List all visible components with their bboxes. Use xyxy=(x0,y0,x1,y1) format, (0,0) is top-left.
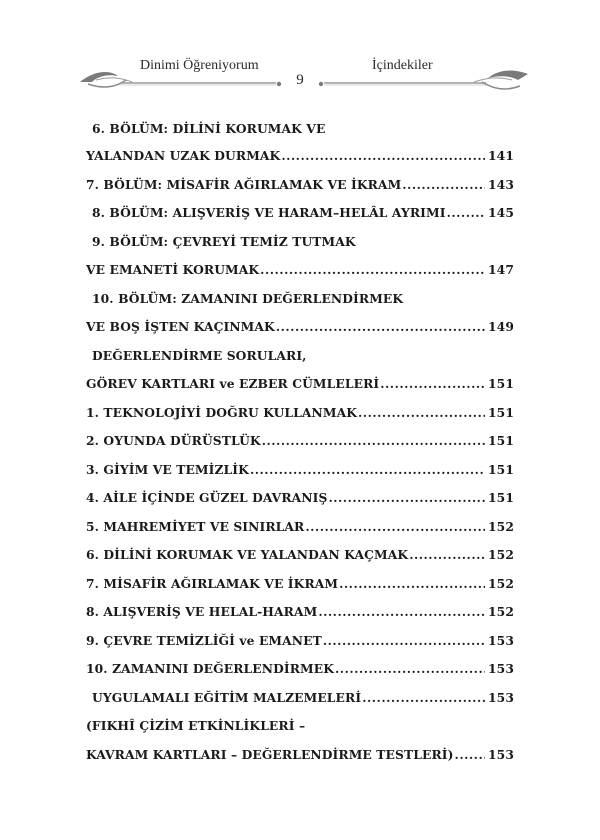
page-number: 9 xyxy=(296,72,304,88)
dot-leader xyxy=(250,461,485,479)
toc-entry-page: 152 xyxy=(488,547,514,562)
toc-entry-title: UYGULAMALI EĞİTİM MALZEMELERİ xyxy=(92,690,362,705)
toc-entry-page: 152 xyxy=(488,519,514,534)
toc-entry-page: 141 xyxy=(488,148,514,163)
toc-entry xyxy=(86,603,514,621)
toc-entry xyxy=(86,518,514,536)
dot-leader xyxy=(335,660,485,678)
toc-entry xyxy=(86,575,514,593)
toc-entry-title: YALANDAN UZAK DURMAK xyxy=(86,148,281,163)
toc-entry xyxy=(86,717,514,735)
dot-leader xyxy=(447,204,485,222)
dot-leader xyxy=(318,603,485,621)
toc-entry-page: 152 xyxy=(488,604,514,619)
toc-entry-page: 151 xyxy=(488,490,514,505)
toc-entry-title: 4. AİLE İÇİNDE GÜZEL DAVRANIŞ xyxy=(86,490,328,505)
toc-entry-title: 10. ZAMANINI DEĞERLENDİRMEK xyxy=(86,661,335,676)
toc-entry-title: 7. MİSAFİR AĞIRLAMAK VE İKRAM xyxy=(86,576,339,591)
toc-entry xyxy=(92,233,520,251)
toc-entry-title: 3. GİYİM VE TEMİZLİK xyxy=(86,462,249,477)
toc-entry-page: 153 xyxy=(488,690,514,705)
dot-leader xyxy=(281,147,485,165)
toc-entry-title: 9. BÖLÜM: ÇEVREYİ TEMİZ TUTMAK xyxy=(92,234,356,249)
dot-leader xyxy=(358,404,485,422)
toc-entry xyxy=(86,746,514,764)
dot-leader xyxy=(323,632,485,650)
dot-leader xyxy=(455,746,485,764)
toc-entry-page: 145 xyxy=(488,205,514,220)
toc-entry-title: 2. OYUNDA DÜRÜSTLÜK xyxy=(86,433,261,448)
toc-entry xyxy=(86,660,514,678)
toc-entry-title: GÖREV KARTLARI ve EZBER CÜMLELERİ xyxy=(86,376,380,391)
toc-entry xyxy=(86,147,514,165)
toc-entry xyxy=(92,689,514,707)
toc-entry-title: 9. ÇEVRE TEMİZLİĞİ ve EMANET xyxy=(86,633,322,648)
toc-entry-page: 151 xyxy=(488,433,514,448)
toc-entry xyxy=(86,176,514,194)
toc-entry xyxy=(86,318,514,336)
dot-leader xyxy=(262,432,485,450)
toc-entry xyxy=(86,432,514,450)
toc-entry xyxy=(86,632,514,650)
toc-entry-title: 6. DİLİNİ KORUMAK VE YALANDAN KAÇMAK xyxy=(86,547,409,562)
toc-entry-page: 151 xyxy=(488,405,514,420)
toc-entry-page: 153 xyxy=(488,747,514,762)
dot-leader xyxy=(339,575,485,593)
toc-entry xyxy=(92,290,520,308)
toc-entry-title: DEĞERLENDİRME SORULARI, xyxy=(92,348,307,363)
toc-entry-page: 143 xyxy=(488,177,514,192)
toc-entry xyxy=(86,404,514,422)
dot-leader xyxy=(402,176,485,194)
toc-entry-title: KAVRAM KARTLARI – DEĞERLENDİRME TESTLERİ) xyxy=(86,747,454,762)
dot-leader xyxy=(305,518,485,536)
toc-entry-title: VE EMANETİ KORUMAK xyxy=(86,262,260,277)
toc-entry xyxy=(92,120,520,138)
toc-entry-page: 147 xyxy=(488,262,514,277)
toc-entry-title: 8. BÖLÜM: ALIŞVERİŞ VE HARAM–HELÂL AYRIMI xyxy=(92,205,446,220)
toc-entry xyxy=(86,461,514,479)
toc-entry-page: 151 xyxy=(488,462,514,477)
toc-entry-title: VE BOŞ İŞTEN KAÇINMAK xyxy=(86,319,275,334)
book-title: Dinimi Öğreniyorum xyxy=(140,58,259,73)
dot-leader xyxy=(362,689,485,707)
toc-entry xyxy=(86,489,514,507)
toc-entry-title: 1. TEKNOLOJİYİ DOĞRU KULLANMAK xyxy=(86,405,358,420)
toc-entry-page: 153 xyxy=(488,633,514,648)
dot-leader xyxy=(260,261,485,279)
toc-entry-title: 6. BÖLÜM: DİLİNİ KORUMAK VE xyxy=(92,121,326,136)
dot-leader xyxy=(409,546,485,564)
toc-entry xyxy=(92,347,520,365)
toc-entry xyxy=(86,375,514,393)
toc-entry xyxy=(92,204,514,222)
toc-entry-title: 5. MAHREMİYET VE SINIRLAR xyxy=(86,519,305,534)
toc-entry xyxy=(86,261,514,279)
section-title: İçindekiler xyxy=(372,58,433,73)
toc-entry-title: 10. BÖLÜM: ZAMANINI DEĞERLENDİRMEK xyxy=(92,291,404,306)
toc-entry-page: 153 xyxy=(488,661,514,676)
dot-leader xyxy=(276,318,485,336)
toc-entry-page: 152 xyxy=(488,576,514,591)
toc-entry-title: (FIKHÎ ÇİZİM ETKİNLİKLERİ – xyxy=(86,718,306,733)
dot-leader xyxy=(328,489,485,507)
toc-entry-title: 7. BÖLÜM: MİSAFİR AĞIRLAMAK VE İKRAM xyxy=(86,177,402,192)
toc-entry xyxy=(86,546,514,564)
toc-entry-page: 151 xyxy=(488,376,514,391)
dot-leader xyxy=(380,375,485,393)
toc-entry-title: 8. ALIŞVERİŞ VE HELAL-HARAM xyxy=(86,604,318,619)
toc-entry-page: 149 xyxy=(488,319,514,334)
